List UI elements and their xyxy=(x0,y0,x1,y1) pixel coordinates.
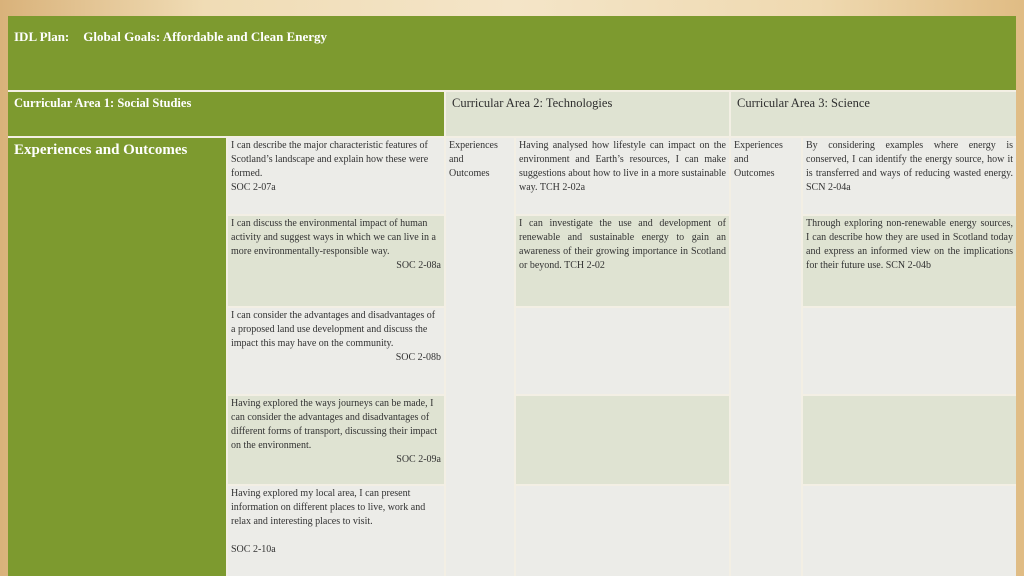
science-empty-cell xyxy=(803,308,1016,394)
title-prefix: IDL Plan: xyxy=(14,29,70,44)
eo-label-cell: Experiences and Outcomes xyxy=(8,138,226,576)
outcome-text: Having explored the ways journeys can be made, I can consider the advantages and disadvantages of different forms of transport, discussing their impact on the environment. xyxy=(231,398,438,451)
area-header-social: Curricular Area 1: Social Studies xyxy=(8,92,444,136)
science-outcome-2 xyxy=(803,216,1016,306)
outcome-code: SOC 2-08b xyxy=(395,352,441,363)
tech-empty-cell xyxy=(516,486,729,576)
social-outcome-3 xyxy=(228,308,444,394)
outcome-code: SOC 2-10a xyxy=(231,544,276,555)
eo-word: and xyxy=(449,154,464,165)
social-outcome-1 xyxy=(228,138,444,214)
slide xyxy=(8,16,1016,576)
eo-word: Outcomes xyxy=(734,168,775,179)
science-empty-cell xyxy=(803,396,1016,484)
science-empty-cell xyxy=(803,486,1016,576)
eo-word: Experiences xyxy=(449,140,498,151)
title-text: Global Goals: Affordable and Clean Energy xyxy=(83,29,328,44)
outcome-code: SOC 2-08a xyxy=(396,260,441,271)
outcome-text: I can consider the advantages and disadvantages of a proposed land use development and discuss the impact this may have on the community. xyxy=(231,310,436,349)
title-bar xyxy=(8,16,1016,90)
social-outcome-5 xyxy=(228,486,444,576)
outcome-code: SOC 2-09a xyxy=(396,454,441,465)
outcome-code: SOC 2-07a xyxy=(231,182,276,193)
tech-outcome-2 xyxy=(516,216,729,306)
area-header-technologies: Curricular Area 2: Technologies xyxy=(446,92,729,136)
tech-empty-cell xyxy=(516,396,729,484)
science-outcome-1 xyxy=(803,138,1016,214)
outcome-text: Having analysed how lifestyle can impact on the environment and Earth’s resources, I can make suggestions about how to live in a more sustainable way. TCH 2-02a xyxy=(519,140,726,193)
outcome-text: By considering examples where energy is conserved, I can identify the energy source, how it is transferred and ways of reducing wasted energy. SCN 2-04a xyxy=(806,140,1013,193)
eo-word: and xyxy=(734,154,749,165)
social-outcome-4 xyxy=(228,396,444,484)
tech-outcome-1 xyxy=(516,138,729,214)
page-title xyxy=(14,29,327,45)
outcome-text: I can describe the major characteristic features of Scotland’s landscape and explain how these were formed. xyxy=(231,140,429,179)
eo-word: Outcomes xyxy=(449,168,490,179)
social-outcome-2 xyxy=(228,216,444,306)
tech-empty-cell xyxy=(516,308,729,394)
tech-eo-label xyxy=(446,138,514,576)
outcome-text: I can investigate the use and development of renewable and sustainable energy to gain an awareness of their growing importance in Scotland or beyond. TCH 2-02 xyxy=(519,218,726,271)
science-eo-label xyxy=(731,138,801,576)
eo-word: Experiences xyxy=(734,140,783,151)
outcome-text: I can discuss the environmental impact of human activity and suggest ways in which we can live in a more environmentally-responsible way. xyxy=(231,218,436,257)
outcome-text: Having explored my local area, I can present information on different places to live, work and relax and interesting places to visit. xyxy=(231,488,426,527)
area-header-science: Curricular Area 3: Science xyxy=(731,92,1016,136)
outcome-text: Through exploring non-renewable energy sources, I can describe how they are used in Scotland today and express an informed view on the implications for their future use. SCN 2-04b xyxy=(806,218,1013,271)
